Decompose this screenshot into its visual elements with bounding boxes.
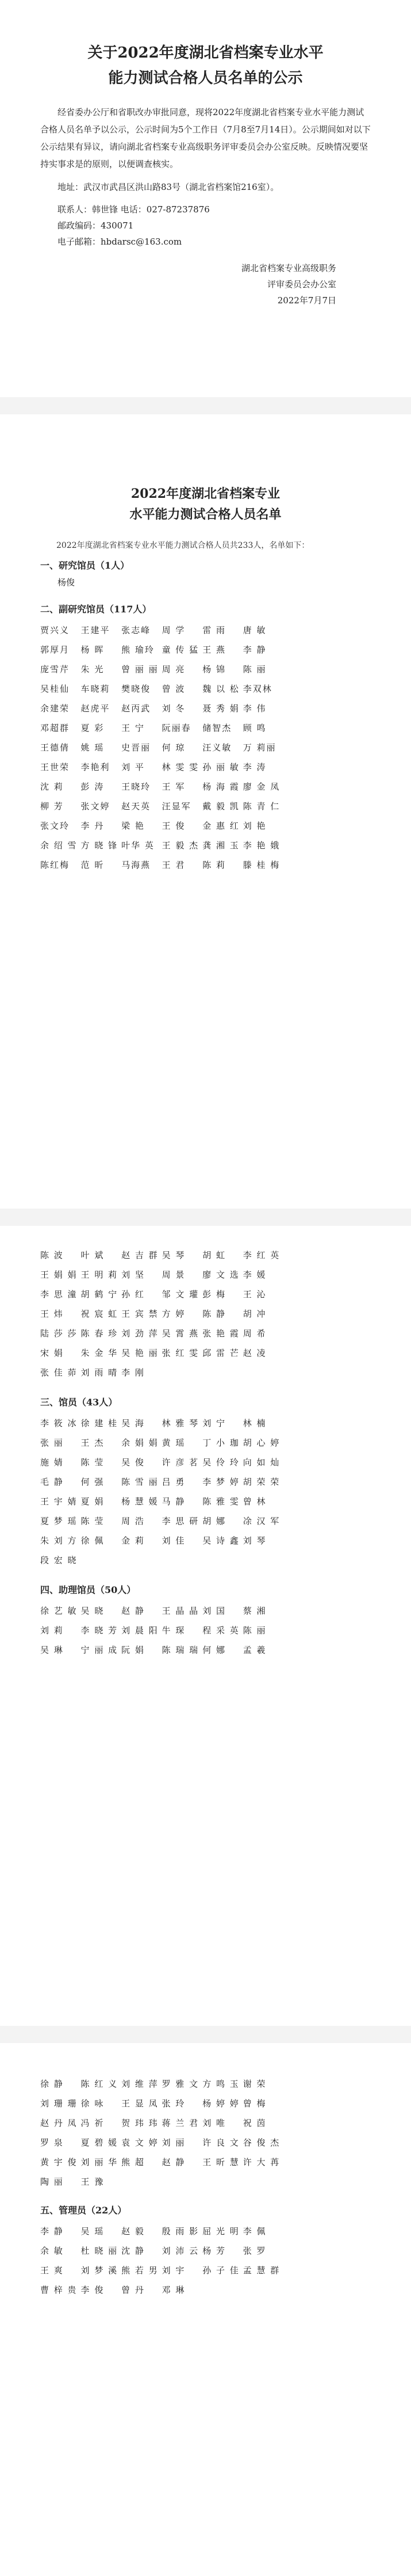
name: 李 媛: [243, 1270, 267, 1280]
name: 王 显 凤: [121, 2098, 159, 2109]
section-heading-librarian: 三、馆员（43人）: [40, 1397, 118, 1408]
name: 刘 佳: [162, 1535, 186, 1546]
name: 谢 荣: [243, 2079, 267, 2089]
name: 赵丙武: [121, 703, 151, 714]
announcement-sign-org: 湖北省档案专业高级职务: [241, 263, 336, 273]
name: 廖 文 选: [202, 1270, 240, 1280]
name: 范 昕: [80, 860, 105, 870]
name: 胡 鹤 宁: [80, 1289, 118, 1300]
name: 胡 娜: [202, 1516, 226, 1526]
section-heading-manager: 五、管理员（22人）: [40, 2205, 127, 2216]
name: 徐 建 桂: [80, 1418, 118, 1428]
name: 陈 红 义: [80, 2079, 118, 2089]
name: 刘 沛 云: [162, 2246, 199, 2256]
name: 魏 以 松: [202, 684, 240, 694]
page-separator: [0, 397, 411, 414]
name: 余 敏: [40, 2246, 64, 2256]
name: 吴 海: [121, 1418, 145, 1428]
name: 龚 湘 玉: [202, 840, 240, 851]
name: 许 彦 茗: [162, 1457, 199, 1468]
name: 李 晓 芳: [80, 1625, 118, 1636]
name: 宋 娟: [40, 1348, 64, 1358]
name: 陈 青 仁: [243, 801, 281, 811]
name: 戴 毅 凯: [202, 801, 240, 811]
list-page-3: [0, 2043, 411, 2576]
name: 沈 莉: [40, 782, 64, 792]
name: 张文婷: [80, 801, 110, 811]
name: 朱 金 华: [80, 1348, 118, 1358]
name: 郭厚月: [40, 645, 70, 655]
name: 曾 丽 丽: [121, 664, 159, 675]
name: 余建荣: [40, 703, 70, 714]
name: 徐 咏: [80, 2098, 105, 2109]
name: 吴 晓: [80, 1606, 105, 1616]
name: 吴 俊: [121, 1457, 145, 1468]
name: 王 军: [162, 782, 186, 792]
name: 雷 雨: [202, 625, 226, 635]
name: 刘 劲 萍: [121, 1328, 159, 1339]
name: 胡 冲: [243, 1309, 267, 1319]
section-heading-assistant: 四、助理馆员（50人）: [40, 1584, 136, 1595]
name: 邹 文 瓘: [162, 1289, 199, 1300]
name: 赵天英: [121, 801, 151, 811]
name: 许 大 苒: [243, 2157, 281, 2167]
name: 丁 小 珈: [202, 1438, 240, 1448]
name: 吴 诗 鑫: [202, 1535, 240, 1546]
name: 陈 波: [40, 1250, 64, 1260]
name: 邓 琳: [162, 2285, 186, 2295]
name: 叶华 英: [121, 840, 155, 851]
name: 殷 雨 影: [162, 2226, 199, 2236]
name: 张 玲: [162, 2098, 186, 2109]
name: 王世荣: [40, 762, 70, 772]
name: 陈 春 珍: [80, 1328, 118, 1339]
list-page-1: [0, 414, 411, 1209]
name: 王 毅 杰: [162, 840, 199, 851]
name: 夏 碧 媛: [80, 2137, 118, 2148]
name: 李 红 英: [243, 1250, 281, 1260]
name: 吴 艳 丽: [121, 1348, 159, 1358]
name: 叶 斌: [80, 1250, 105, 1260]
name: 王 爽: [40, 2265, 64, 2276]
name: 周 学: [162, 625, 186, 635]
name: 陈 莹: [80, 1516, 105, 1526]
page-separator: [0, 1209, 411, 1226]
name: 李 刚: [121, 1367, 145, 1378]
name: 张文玲: [40, 821, 70, 831]
name: 阮丽春: [162, 723, 191, 733]
name: 罗 雅 文: [162, 2079, 199, 2089]
name: 黄 宇 俊: [40, 2157, 78, 2167]
name: 林 雯 雯: [162, 762, 199, 772]
name: 曾 梅: [243, 2098, 267, 2109]
name: 刘 宇: [162, 2265, 186, 2276]
name: 陈 瑞 瑞: [162, 1645, 199, 1655]
name: 刘 冬: [162, 703, 186, 714]
name: 黄 瑶: [162, 1438, 186, 1448]
name: 李 涛: [243, 762, 267, 772]
name: 车晓莉: [80, 684, 110, 694]
announcement-title-line-2: 能力测试合格人员名单的公示: [108, 70, 303, 87]
name: 聂 秀 娟: [202, 703, 240, 714]
name: 程 采 英: [202, 1625, 240, 1636]
assistant-names-grid-continued: [40, 2078, 371, 2188]
name: 姚 瑶: [80, 742, 105, 753]
name: 吴 瑶: [80, 2226, 105, 2236]
name: 赵 吉 群: [121, 1250, 159, 1260]
name: 熊 超: [121, 2157, 145, 2167]
name: 刘 珊 珊: [40, 2098, 78, 2109]
librarian-names-grid: [40, 1417, 371, 1567]
name: 赵 静: [121, 1606, 145, 1616]
name: 孟 羲: [243, 1645, 267, 1655]
name: 刘 坚: [121, 1270, 145, 1280]
name: 王 杰: [80, 1438, 105, 1448]
name: 彭 梅: [202, 1289, 226, 1300]
name: 吴 琴: [162, 1250, 186, 1260]
name: 谷 俊 杰: [243, 2137, 281, 2148]
name: 冯 祈: [80, 2118, 105, 2128]
name: 陈 静: [202, 1309, 226, 1319]
name: 罗 泉: [40, 2137, 64, 2148]
name: 方 婷: [162, 1309, 186, 1319]
name: 邱 雷 芒: [202, 1348, 240, 1358]
name: 周 希: [243, 1328, 267, 1339]
name: 陈 雪 丽: [121, 1477, 159, 1487]
announcement-paragraph: 经省委办公厅和省职改办审批同意，现将2022年度湖北省档案专业水平能力测试合格人员名单予以公示，公示时间为5个工作日（7月8至7月14日）。公示期间如对以下公示结果有异议，请向湖北省档案专业高级职务评审委员会办公室反映。反映情况要坚持实事求是的原则，以便调查核实。: [40, 107, 371, 169]
name: 万 莉丽: [243, 742, 276, 753]
name: 张 丽: [40, 1438, 64, 1448]
name: 刘 维 萍: [121, 2079, 159, 2089]
announcement-page: [0, 0, 411, 397]
name: 曾 丹: [121, 2285, 145, 2295]
name: 刘 琴: [243, 1535, 267, 1546]
name: 屈 光 明: [202, 2226, 240, 2236]
name: 夏 彩: [80, 723, 105, 733]
name: 祝 茵: [243, 2118, 267, 2128]
name: 李 梦 婷: [202, 1477, 240, 1487]
name: 蔡 湘: [243, 1606, 267, 1616]
name: 夏 娟: [80, 1496, 105, 1507]
name: 李双林: [243, 684, 272, 694]
name: 方 鸣 玉: [202, 2079, 240, 2089]
name: 胡 虹: [202, 1250, 226, 1260]
name: 滕 桂 梅: [243, 860, 281, 870]
name: 汪义敏: [202, 742, 232, 753]
name: 李 俊: [80, 2285, 105, 2295]
name: 刘 艳: [243, 821, 267, 831]
name: 宁 丽 成: [80, 1645, 118, 1655]
name: 彭 涛: [80, 782, 105, 792]
name: 赵 毅: [121, 2226, 145, 2236]
name: 刘 丽 华: [80, 2157, 118, 2167]
name: 刘 唯: [202, 2118, 226, 2128]
announcement-email: 电子邮箱：hbdarsc@163.com: [57, 237, 182, 247]
name: 童 传 猛: [162, 645, 199, 655]
announcement-address: 地址：武汉市武昌区洪山路83号（湖北省档案馆216室）。: [57, 182, 279, 192]
name: 王 昕 慧: [202, 2157, 240, 2167]
name: 段 宏 晓: [40, 1555, 78, 1565]
name: 马 静: [162, 1496, 186, 1507]
list-title-line-2: 水平能力测试合格人员名单: [129, 507, 282, 522]
name: 曾 波: [162, 684, 186, 694]
name: 刘 宁: [202, 1418, 226, 1428]
name: 蒋 兰 君: [162, 2118, 199, 2128]
name: 李 静: [243, 645, 267, 655]
name: 陶 丽: [40, 2177, 64, 2187]
name: 张 佳 茆: [40, 1367, 78, 1378]
name: 张 罗: [243, 2246, 267, 2256]
name: 赵虎平: [80, 703, 110, 714]
name: 陈 莉: [202, 860, 226, 870]
name: 唐 敏: [243, 625, 267, 635]
name: 李 思 研: [162, 1516, 199, 1526]
name: 梁 艳: [121, 821, 145, 831]
name: 陈 莹: [80, 1457, 105, 1468]
name: 赵 静: [162, 2157, 186, 2167]
name: 周 亮: [162, 664, 186, 675]
name: 毛 静: [40, 1477, 64, 1487]
list-page-2: [0, 1226, 411, 2026]
name: 周 浩: [121, 1516, 145, 1526]
announcement-sign-office: 评审委员会办公室: [267, 279, 336, 289]
name: 廖 金 凤: [243, 782, 281, 792]
name: 庞雪芹: [40, 664, 70, 675]
name: 王 炜: [40, 1309, 64, 1319]
name: 张 艳 霞: [202, 1328, 240, 1339]
name: 王 宾 禁: [121, 1309, 159, 1319]
name: 贺 玮 玮: [121, 2118, 159, 2128]
name: 胡 荣 荣: [243, 1477, 281, 1487]
name: 朱 刘 方: [40, 1535, 78, 1546]
name: 樊晓俊: [121, 684, 151, 694]
name: 王 娟 娟: [40, 1270, 78, 1280]
name: 曹 梓 贵: [40, 2285, 78, 2295]
name: 张 红 雯: [162, 1348, 199, 1358]
name: 邓超群: [40, 723, 70, 733]
name: 吴 琳: [40, 1645, 64, 1655]
name: 曾 林: [243, 1496, 267, 1507]
name: 杨 锦: [202, 664, 226, 675]
name: 徐 艺 敏: [40, 1606, 78, 1616]
name: 杜 晓 丽: [80, 2246, 118, 2256]
name: 王建平: [80, 625, 110, 635]
announcement-contact: 联系人：韩世锋 电话：027-87237876: [57, 204, 210, 215]
name: 王 君: [162, 860, 186, 870]
name: 杨 婷 婷: [202, 2098, 240, 2109]
name: 王 明 莉: [80, 1270, 118, 1280]
name: 杨 慧 媛: [121, 1496, 159, 1507]
name: 何 娜: [202, 1645, 226, 1655]
name: 陆 莎 莎: [40, 1328, 78, 1339]
manager-names-grid: [40, 2225, 371, 2296]
section-heading-associate: 二、副研究馆员（117人）: [40, 604, 152, 615]
name: 朱 光: [80, 664, 105, 675]
name: 许 良 文: [202, 2137, 240, 2148]
name: 熊 瑜玲: [121, 645, 155, 655]
name: 顾 鸣: [243, 723, 267, 733]
name: 汪显军: [162, 801, 191, 811]
name: 牛 琛: [162, 1625, 186, 1636]
name: 杨 海 霞: [202, 782, 240, 792]
name: 王 俊: [162, 821, 186, 831]
name: 刘 国: [202, 1606, 226, 1616]
name: 李 佩: [243, 2226, 267, 2236]
name: 孙 红: [121, 1289, 145, 1300]
name: 王德倩: [40, 742, 70, 753]
name: 余 娟 娟: [121, 1438, 159, 1448]
name: 孙 丽 敏: [202, 762, 240, 772]
name: 李 艳 娥: [243, 840, 281, 851]
name: 向 如 灿: [243, 1457, 281, 1468]
name: 孟 慧 群: [243, 2265, 281, 2276]
name: 陈 雅 雯: [202, 1496, 240, 1507]
name: 王 沁: [243, 1289, 267, 1300]
name: 沈 静: [121, 2246, 145, 2256]
name: 李 静: [40, 2226, 64, 2236]
name: 何 强: [80, 1477, 105, 1487]
name: 刘 雨 晴: [80, 1367, 118, 1378]
name: 夏 梦 瑶: [40, 1516, 78, 1526]
name: 李 丹: [80, 821, 105, 831]
name: 张志峰: [121, 625, 151, 635]
name: 周 景: [162, 1270, 186, 1280]
announcement-date: 2022年7月7日: [277, 295, 336, 306]
name: 余 绍 雪: [40, 840, 78, 851]
name: 李 思 潼: [40, 1289, 78, 1300]
name: 吴 霄 燕: [162, 1328, 199, 1339]
name: 施 婧: [40, 1457, 64, 1468]
list-title-line-1: 2022年度湖北省档案专业: [130, 486, 281, 501]
announcement-title-line-1: 关于2022年度湖北省档案专业水平: [87, 44, 324, 62]
name: 刘 平: [121, 762, 145, 772]
name: 马海燕: [121, 860, 151, 870]
name: 方 晓 锋: [80, 840, 118, 851]
name: 徐 静: [40, 2079, 64, 2089]
name: 陈 丽: [243, 1625, 267, 1636]
name: 李 筱 冰: [40, 1418, 78, 1428]
name: 陈 丽: [243, 664, 267, 675]
name: 王 晶 晶: [162, 1606, 199, 1616]
name: 金 惠 红: [202, 821, 240, 831]
assistant-names-grid: [40, 1605, 371, 1656]
name: 吕 勇: [162, 1477, 186, 1487]
name: 刘 莉: [40, 1625, 64, 1636]
name: 陈红梅: [40, 860, 70, 870]
name: 熊 若 男: [121, 2265, 159, 2276]
name: 孙 子 佳: [202, 2265, 240, 2276]
name: 林 楠: [243, 1418, 267, 1428]
name: 凃 汉 军: [243, 1516, 281, 1526]
section-heading-research: 一、研究馆员（1人）: [40, 560, 130, 571]
name: 贾兴义: [40, 625, 70, 635]
name: 王 宁: [121, 723, 145, 733]
page-separator: [0, 2026, 411, 2043]
name: 袁 文 婷: [121, 2137, 159, 2148]
announcement-postcode: 邮政编码：430071: [57, 220, 134, 231]
name: 李 伟: [243, 703, 267, 714]
name: 祝 宸 虹: [80, 1309, 118, 1319]
name: 杨 晖: [80, 645, 105, 655]
name-research-1: 杨俊: [57, 577, 75, 588]
list-intro: 2022年度湖北省档案专业水平能力测试合格人员共233人，名单如下：: [56, 541, 310, 550]
name: 王 燕: [202, 645, 226, 655]
associate-names-grid: [40, 624, 371, 871]
name: 杨 芳: [202, 2246, 226, 2256]
name: 胡 心 婷: [243, 1438, 281, 1448]
name: 李艳利: [80, 762, 110, 772]
name: 刘 丽: [162, 2137, 186, 2148]
name: 刘 梦 溪: [80, 2265, 118, 2276]
associate-names-grid-continued: [40, 1249, 371, 1379]
name: 吴 伶 玲: [202, 1457, 240, 1468]
name: 赵 凌: [243, 1348, 267, 1358]
name: 金 莉: [121, 1535, 145, 1546]
name: 王晓玲: [121, 782, 151, 792]
name: 刘 晨 阳: [121, 1625, 159, 1636]
name: 何 琼: [162, 742, 186, 753]
name: 徐 佩: [80, 1535, 105, 1546]
name: 阮 娟: [121, 1645, 145, 1655]
name: 赵 丹 凤: [40, 2118, 78, 2128]
name: 林 雅 琴: [162, 1418, 199, 1428]
name: 王 宇 婧: [40, 1496, 78, 1507]
name: 柳 芳: [40, 801, 64, 811]
name: 王 豫: [80, 2177, 105, 2187]
name: 吴桂仙: [40, 684, 70, 694]
name: 储智杰: [202, 723, 232, 733]
name: 史晋丽: [121, 742, 151, 753]
